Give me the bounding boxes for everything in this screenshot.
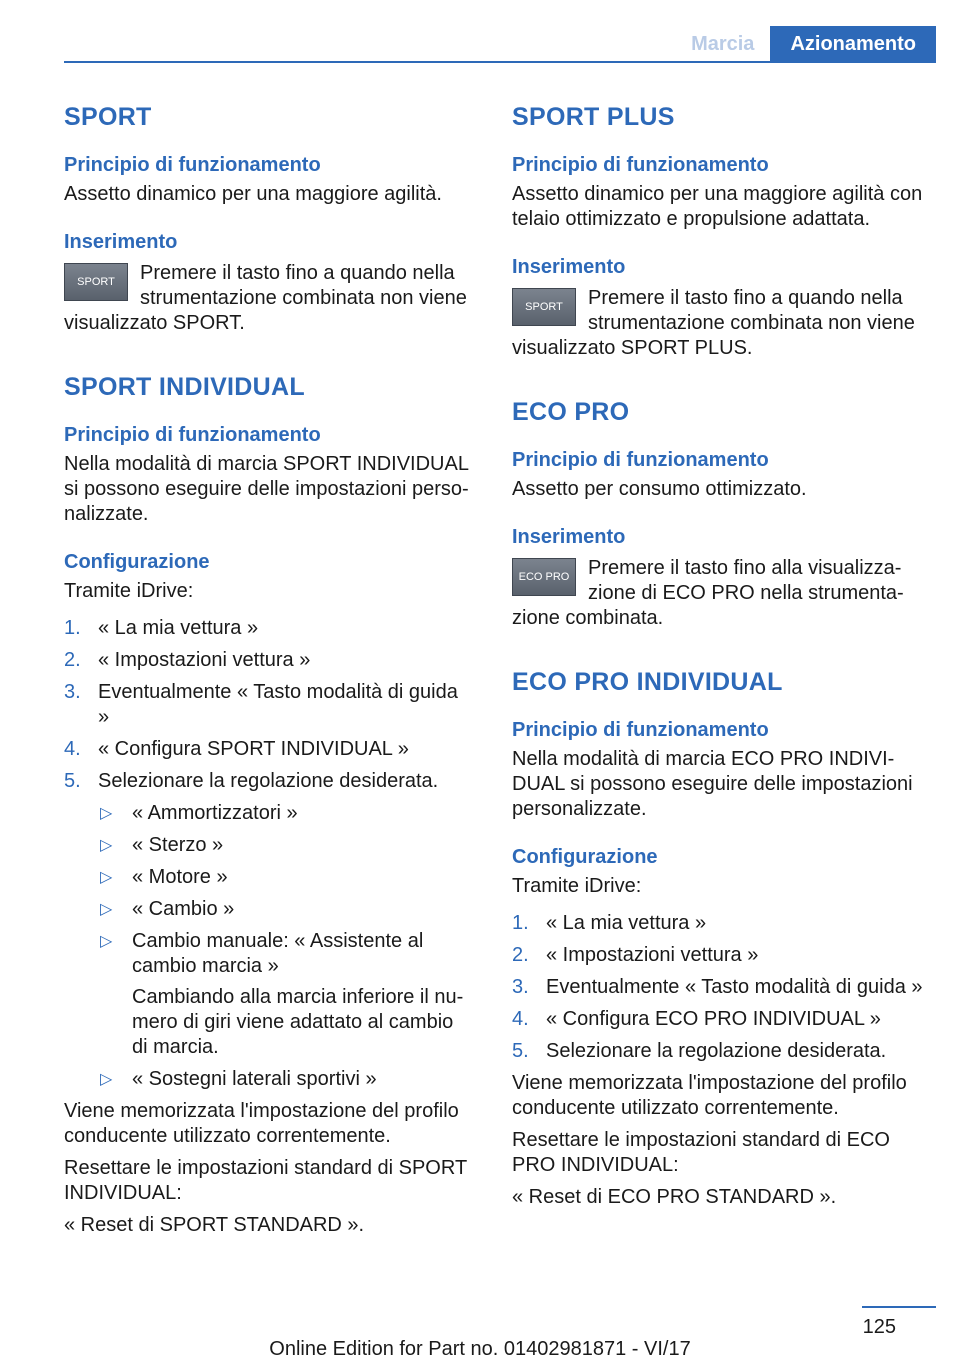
paragraph: Nella modalità di marcia ECO PRO INDIVI‐DUAL si possono eseguire delle impostazioni personalizzate. — [512, 748, 913, 820]
paragraph: Assetto dinamico per una maggiore agilità con telaio ottimizzato e propulsione adattata. — [512, 183, 923, 230]
list-item — [512, 975, 924, 1000]
sub-list-item — [98, 929, 474, 1060]
inserimento-block — [64, 261, 474, 336]
sport-button-image: SPORT — [64, 263, 128, 301]
list-item — [512, 943, 924, 968]
header-rule — [64, 61, 936, 63]
step-number: 3. — [64, 681, 81, 703]
list-item — [64, 616, 474, 641]
paragraph: Viene memorizzata l'impostazione del profilo conducente utilizzato correntemente. — [512, 1072, 907, 1119]
section-title-sport: SPORT — [64, 103, 152, 131]
step-text: Eventualmente « Tasto modalità di guida » — [98, 681, 458, 728]
sub-item-text: Cambio manuale: « Assistente al cambio marcia » — [132, 930, 424, 977]
paragraph: « Reset di SPORT STANDARD ». — [64, 1214, 365, 1236]
sport-button-image: SPORT — [512, 288, 576, 326]
paragraph: Resettare le impostazioni standard di ECO PRO INDIVIDUAL: — [512, 1129, 890, 1176]
section-title-eco-pro: ECO PRO — [512, 398, 630, 426]
step-text: Eventualmente « Tasto modalità di guida » — [546, 976, 923, 998]
step-text: « Impostazioni vettura » — [546, 944, 759, 966]
step-text: Selezionare la regolazione desiderata. — [546, 1040, 887, 1062]
sub-item-text: « Ammortizzatori » — [132, 802, 298, 824]
subheading-inserimento: Inserimento — [512, 526, 626, 548]
subheading-configurazione: Configurazione — [512, 846, 658, 868]
section-title-eco-pro-individual: ECO PRO INDIVIDUAL — [512, 668, 783, 696]
triangle-bullet-icon: ▷ — [100, 933, 113, 950]
paragraph: Premere il tasto fino alla visualizza‐zione di ECO PRO nella strumenta‐zione combinata. — [512, 557, 904, 629]
subheading-inserimento: Inserimento — [512, 256, 626, 278]
sub-item-note: Cambiando alla marcia inferiore il nu‐mero di giri viene adattato al cambio di marcia. — [132, 986, 464, 1058]
sub-item-text: « Cambio » — [132, 898, 235, 920]
eco-pro-button-image: ECO PRO — [512, 558, 576, 596]
step-text: « La mia vettura » — [98, 617, 259, 639]
triangle-bullet-icon: ▷ — [100, 837, 113, 854]
subheading-inserimento: Inserimento — [64, 231, 178, 253]
triangle-bullet-icon: ▷ — [100, 901, 113, 918]
step-number: 3. — [512, 976, 529, 998]
paragraph: Premere il tasto fino a quando nella strumentazione combinata non viene visualizzato SPORT PLUS. — [512, 287, 915, 359]
sub-list-item — [98, 865, 474, 890]
sub-list — [98, 801, 474, 1092]
step-text: « La mia vettura » — [546, 912, 707, 934]
paragraph: Nella modalità di marcia SPORT INDIVIDUAL si possono eseguire delle impostazioni perso‐nalizzate. — [64, 453, 469, 525]
list-item — [64, 769, 474, 1092]
tab-marcia[interactable]: Marcia — [691, 33, 755, 55]
step-number: 5. — [64, 770, 81, 792]
step-text: « Impostazioni vettura » — [98, 649, 311, 671]
paragraph: Tramite iDrive: — [512, 875, 642, 897]
triangle-bullet-icon: ▷ — [100, 869, 113, 886]
right-column — [512, 102, 924, 1210]
page-number: 125 — [862, 1316, 896, 1338]
footer-rule — [862, 1306, 936, 1308]
list-item — [64, 680, 474, 730]
subheading-principio: Principio di funzionamento — [512, 154, 769, 176]
subheading-principio: Principio di funzionamento — [512, 719, 769, 741]
subheading-principio: Principio di funzionamento — [512, 449, 769, 471]
sub-item-text: « Motore » — [132, 866, 228, 888]
paragraph: Resettare le impostazioni standard di SPORT INDIVIDUAL: — [64, 1157, 467, 1204]
sub-list-item — [98, 1067, 474, 1092]
paragraph: « Reset di ECO PRO STANDARD ». — [512, 1186, 837, 1208]
sub-item-text: « Sostegni laterali sportivi » — [132, 1068, 377, 1090]
list-item — [64, 648, 474, 673]
subheading-configurazione: Configurazione — [64, 551, 210, 573]
step-number: 4. — [512, 1008, 529, 1030]
paragraph: Viene memorizzata l'impostazione del profilo conducente utilizzato correntemente. — [64, 1100, 459, 1147]
step-number: 2. — [512, 944, 529, 966]
sub-list-item — [98, 833, 474, 858]
steps-list — [512, 911, 924, 1064]
sub-list-item — [98, 897, 474, 922]
list-item — [512, 911, 924, 936]
step-text: « Configura SPORT INDIVIDUAL » — [98, 738, 409, 760]
list-item — [64, 737, 474, 762]
triangle-bullet-icon: ▷ — [100, 805, 113, 822]
step-number: 1. — [512, 912, 529, 934]
footer-edition: Online Edition for Part no. 01402981871 - VI/17 — [269, 1338, 691, 1360]
step-text: « Configura ECO PRO INDIVIDUAL » — [546, 1008, 881, 1030]
paragraph: Assetto dinamico per una maggiore agilità. — [64, 183, 442, 205]
step-number: 2. — [64, 649, 81, 671]
inserimento-block — [512, 286, 924, 361]
list-item — [512, 1039, 924, 1064]
tab-azionamento[interactable]: Azionamento — [770, 26, 936, 62]
sub-item-text: « Sterzo » — [132, 834, 224, 856]
subheading-principio: Principio di funzionamento — [64, 154, 321, 176]
inserimento-block — [512, 556, 924, 631]
paragraph: Premere il tasto fino a quando nella strumentazione combinata non viene visualizzato SPORT. — [64, 262, 467, 334]
subheading-principio: Principio di funzionamento — [64, 424, 321, 446]
step-number: 1. — [64, 617, 81, 639]
triangle-bullet-icon: ▷ — [100, 1071, 113, 1088]
section-title-sport-plus: SPORT PLUS — [512, 103, 675, 131]
step-number: 5. — [512, 1040, 529, 1062]
step-text: Selezionare la regolazione desiderata. — [98, 770, 439, 792]
list-item — [512, 1007, 924, 1032]
paragraph: Tramite iDrive: — [64, 580, 194, 602]
steps-list — [64, 616, 474, 1092]
section-title-sport-individual: SPORT INDIVIDUAL — [64, 373, 305, 401]
sub-list-item — [98, 801, 474, 826]
header-tabs — [675, 26, 936, 62]
step-number: 4. — [64, 738, 81, 760]
left-column — [64, 102, 474, 1238]
paragraph: Assetto per consumo ottimizzato. — [512, 478, 807, 500]
